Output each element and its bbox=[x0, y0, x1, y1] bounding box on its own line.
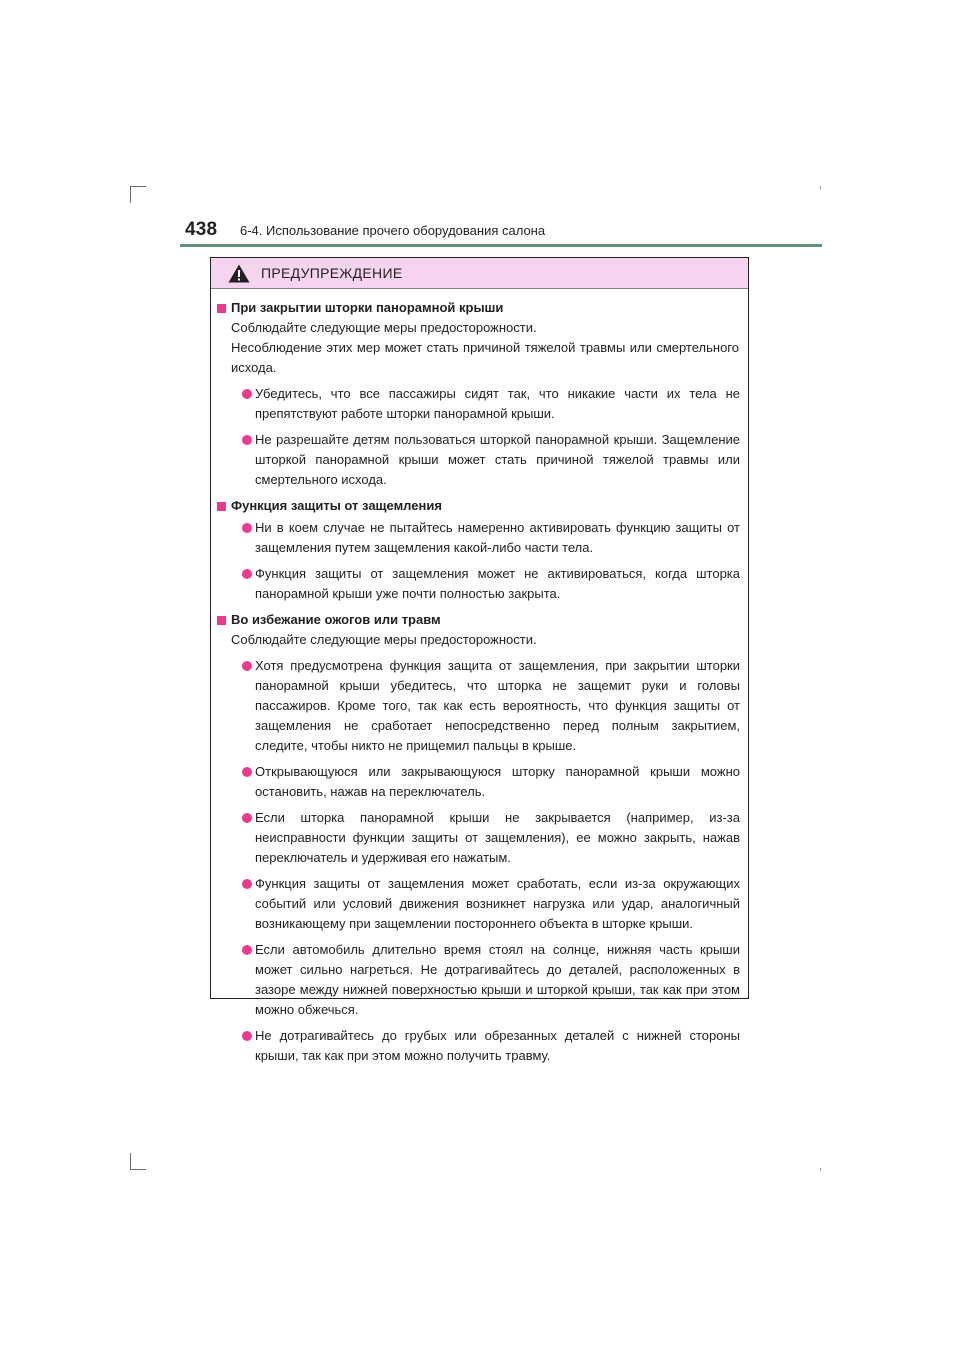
square-bullet-icon bbox=[217, 616, 226, 625]
square-bullet-icon bbox=[217, 502, 226, 511]
section-title: 6-4. Использование прочего оборудования салона bbox=[240, 223, 546, 238]
paragraph: Соблюдайте следующие меры предосторожности. bbox=[231, 320, 537, 335]
section-heading: Функция защиты от защемления bbox=[217, 496, 748, 516]
crop-mark-top-left bbox=[130, 186, 146, 187]
warning-header bbox=[211, 258, 748, 289]
circle-bullet-icon bbox=[242, 813, 252, 823]
circle-bullet-icon bbox=[242, 523, 252, 533]
bullet-item: Хотя предусмотрена функция защита от защемления, при закрытии шторки панорамной крыши убедитесь, что шторка не защемит руки и головы пассажиров. Кроме того, так как есть вероятность, что функция защиты от защемления не сработает непосредственно перед полным закрытием, следите, чтобы никто не прищемил пальцы в крыше. bbox=[242, 656, 740, 756]
crop-mark-top-right bbox=[820, 186, 821, 189]
circle-bullet-icon bbox=[242, 435, 252, 445]
crop-mark-bottom-left bbox=[130, 1169, 146, 1170]
circle-bullet-icon bbox=[242, 1031, 252, 1041]
warning-box bbox=[210, 257, 749, 1063]
crop-mark-top-left bbox=[130, 186, 131, 203]
crop-mark-bottom-left bbox=[130, 1153, 131, 1170]
section-heading: Во избежание ожогов или травм bbox=[217, 610, 748, 630]
header-rule bbox=[180, 244, 822, 247]
section-heading: При закрытии шторки панорамной крыши bbox=[217, 298, 748, 318]
bullet-item: Если автомобиль длительно время стоял на солнце, нижняя часть крыши может сильно нагреться. Не дотрагивайтесь до деталей, расположенных в зазоре между нижней поверхностью крыши и шторкой крыши, так как при этом можно обжечься. bbox=[242, 940, 740, 1020]
bullet-item: Не дотрагивайтесь до грубых или обрезанных деталей с нижней стороны крыши, так как при этом можно получить травму. bbox=[242, 1026, 740, 1066]
warning-triangle-icon bbox=[228, 264, 250, 283]
paragraph: Несоблюдение этих мер может стать причиной тяжелой травмы или смертельного исхода. bbox=[231, 340, 739, 375]
bullet-item: Убедитесь, что все пассажиры сидят так, что никакие части их тела не препятствуют работе шторки панорамной крыши. bbox=[242, 384, 740, 424]
circle-bullet-icon bbox=[242, 661, 252, 671]
circle-bullet-icon bbox=[242, 879, 252, 889]
bullet-item: Не разрешайте детям пользоваться шторкой панорамной крыши. Защемление шторкой панорамной крыши может стать причиной тяжелой травмы или смертельного исхода. bbox=[242, 430, 740, 490]
page-number: 438 bbox=[185, 219, 218, 240]
circle-bullet-icon bbox=[242, 767, 252, 777]
paragraph: Соблюдайте следующие меры предосторожности. bbox=[231, 632, 537, 647]
circle-bullet-icon bbox=[242, 569, 252, 579]
circle-bullet-icon bbox=[242, 389, 252, 399]
bullet-item: Функция защиты от защемления может не активироваться, когда шторка панорамной крыши уже почти полностью закрыта. bbox=[242, 564, 740, 604]
square-bullet-icon bbox=[217, 304, 226, 313]
circle-bullet-icon bbox=[242, 945, 252, 955]
warning-title: ПРЕДУПРЕЖДЕНИЕ bbox=[261, 265, 403, 281]
bullet-item: Открывающуюся или закрывающуюся шторку панорамной крыши можно остановить, нажав на переключатель. bbox=[242, 762, 740, 802]
bullet-item: Если шторка панорамной крыши не закрывается (например, из-за неисправности функции защиты от защемления), ее можно закрыть, нажав переключатель и удерживая его нажатым. bbox=[242, 808, 740, 868]
bullet-item: Функция защиты от защемления может сработать, если из-за окружающих событий или условий движения возникнет нагрузка или удар, аналогичный возникающему при защемлении постороннего объекта в шторке крыши. bbox=[242, 874, 740, 934]
bullet-item: Ни в коем случае не пытайтесь намеренно активировать функцию защиты от защемления путем защемления какой-либо части тела. bbox=[242, 518, 740, 558]
warning-content bbox=[211, 298, 748, 1066]
crop-mark-bottom-right bbox=[820, 1168, 821, 1171]
